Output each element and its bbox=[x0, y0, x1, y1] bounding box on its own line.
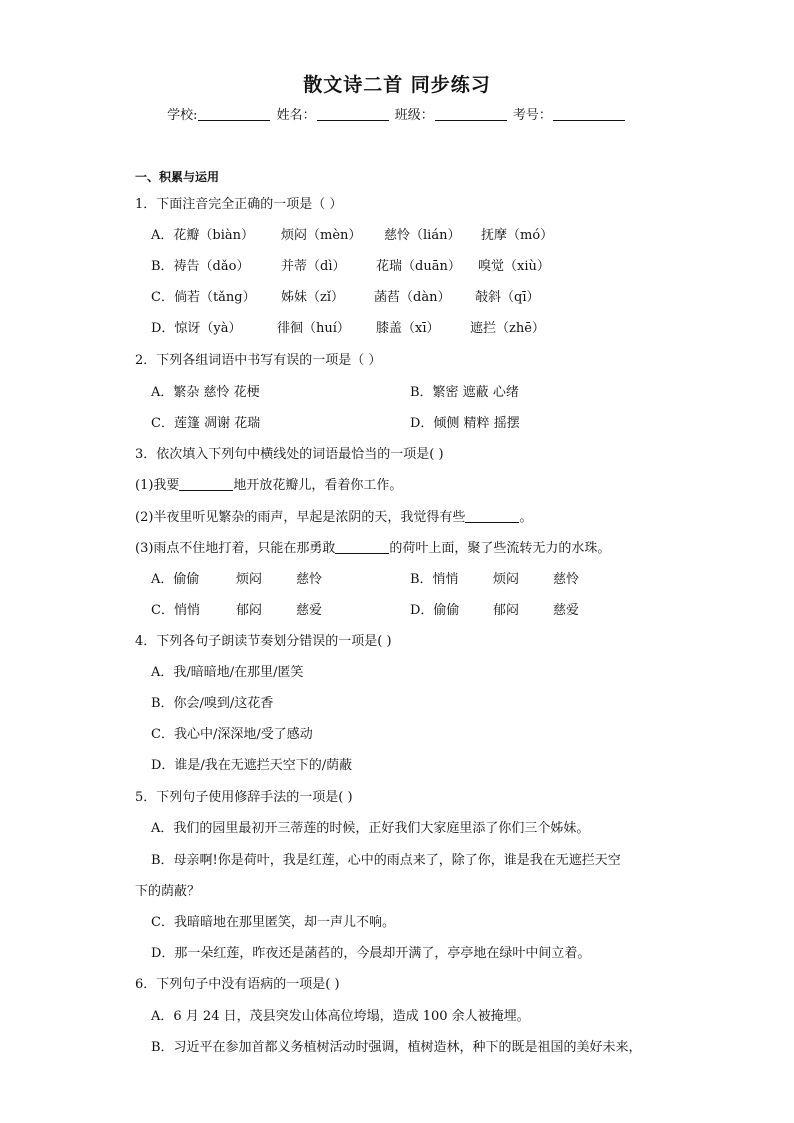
q6-option-b: B．习近平在参加首都义务植树活动时强调，植树造林，种下的既是祖国的美好未来， bbox=[151, 1040, 642, 1055]
q3-option-a-1: A．偷偷 bbox=[151, 572, 200, 587]
q3-s1-after: 地开放花瓣儿，看着你工作。 bbox=[233, 478, 403, 493]
student-info-line bbox=[0, 104, 794, 123]
q3-option-d-2: 郁闷 bbox=[493, 603, 520, 618]
exam-number-blank[interactable] bbox=[553, 107, 625, 121]
q4-option-b: B．你会/嗅到/这花香 bbox=[151, 696, 274, 711]
q1-option-d-1: D．惊讶（yà） bbox=[151, 321, 242, 336]
q3-option-b-3: 慈怜 bbox=[553, 572, 580, 587]
name-label: 姓名： bbox=[276, 108, 316, 123]
q2-option-b: B．繁密 遮蔽 心绪 bbox=[410, 385, 519, 400]
q1-option-c-1: C．倘若（tǎng） bbox=[151, 290, 256, 305]
q1-option-c-3: 菡萏（dàn） bbox=[374, 290, 451, 305]
q1-stem: 1．下面注音完全正确的一项是（ ） bbox=[135, 197, 343, 212]
q3-option-c-3: 慈爱 bbox=[296, 603, 323, 618]
q1-option-d-4: 遮拦（zhē） bbox=[470, 321, 545, 336]
q4-stem: 4．下列各句子朗读节奏划分错误的一项是( ) bbox=[135, 634, 392, 649]
q1-option-b-2: 并蒂（dì） bbox=[281, 259, 346, 274]
q4-option-c: C．我心中/深深地/受了感动 bbox=[151, 727, 313, 742]
q3-s2-after: 。 bbox=[519, 510, 533, 525]
exam-number-label: 考号： bbox=[512, 108, 552, 123]
q1-option-a-1: A．花瓣（biàn） bbox=[151, 228, 254, 243]
q3-s2-before: (2)半夜里听见繁杂的雨声，早起是浓阴的天，我觉得有些 bbox=[135, 510, 466, 525]
q5-option-b: B．母亲啊!你是荷叶，我是红莲，心中的雨点来了，除了你，谁是我在无遮拦天空 bbox=[151, 853, 621, 868]
q1-option-a-2: 烦闷（mèn） bbox=[281, 228, 362, 243]
q3-s1-before: (1)我要 bbox=[135, 478, 180, 493]
school-blank[interactable] bbox=[198, 107, 270, 121]
q5-option-c: C．我暗暗地在那里匿笑，却一声儿不响。 bbox=[151, 915, 395, 930]
q1-option-a-4: 抚摩（mó） bbox=[481, 228, 554, 243]
q3-option-c-1: C．悄悄 bbox=[151, 603, 200, 618]
q1-option-b-4: 嗅觉（xiù） bbox=[478, 259, 550, 274]
q2-option-d: D．倾侧 精粹 摇摆 bbox=[410, 416, 520, 431]
q3-option-b-2: 烦闷 bbox=[493, 572, 520, 587]
q5-option-b-continued: 下的荫蔽？ bbox=[135, 884, 201, 899]
q5-option-a: A．我们的园里最初开三蒂莲的时候，正好我们大家庭里添了你们三个姊妹。 bbox=[151, 821, 590, 836]
q3-s2-blank bbox=[465, 509, 519, 523]
q3-s3-after: 的荷叶上面，聚了些流转无力的水珠。 bbox=[389, 541, 611, 556]
q6-stem: 6．下列句子中没有语病的一项是( ) bbox=[135, 977, 340, 992]
q3-option-a-3: 慈怜 bbox=[296, 572, 323, 587]
q1-option-a-3: 慈怜（lián） bbox=[384, 228, 461, 243]
q1-option-b-1: B．祷告（dǎo） bbox=[151, 259, 250, 274]
q3-s3-blank bbox=[335, 540, 389, 554]
q1-option-c-4: 攲斜（qī） bbox=[475, 290, 540, 305]
school-label: 学校: bbox=[167, 108, 198, 123]
q2-option-c: C．莲篷 凋谢 花瑞 bbox=[151, 416, 261, 431]
q5-stem: 5．下列句子使用修辞手法的一项是( ) bbox=[135, 790, 353, 805]
q3-option-c-2: 郁闷 bbox=[236, 603, 263, 618]
class-label: 班级： bbox=[394, 108, 434, 123]
q3-sentence-3 bbox=[135, 537, 610, 556]
q3-sentence-1 bbox=[135, 474, 402, 493]
q3-option-a-2: 烦闷 bbox=[236, 572, 263, 587]
q6-option-a: A．6 月 24 日，茂县突发山体高位垮塌，造成 100 余人被掩埋。 bbox=[151, 1009, 530, 1024]
q1-option-b-3: 花瑞（duān） bbox=[376, 259, 461, 274]
q1-option-c-2: 姊妹（zǐ） bbox=[281, 290, 345, 305]
q2-option-a: A．繁杂 慈怜 花梗 bbox=[151, 385, 260, 400]
q1-option-d-3: 膝盖（xī） bbox=[376, 321, 440, 336]
q3-option-b-1: B．悄悄 bbox=[410, 572, 459, 587]
q3-sentence-2 bbox=[135, 506, 532, 525]
page-title: 散文诗二首 同步练习 bbox=[303, 74, 491, 96]
q3-stem: 3．依次填入下列句中横线处的词语最恰当的一项是( ) bbox=[135, 447, 444, 462]
q3-option-d-3: 慈爱 bbox=[553, 603, 580, 618]
q4-option-d: D．谁是/我在无遮拦天空下的/荫蔽 bbox=[151, 758, 353, 773]
q5-option-d: D．那一朵红莲，昨夜还是菡萏的，今晨却开满了，亭亭地在绿叶中间立着。 bbox=[151, 946, 591, 961]
section-title: 一、积累与运用 bbox=[135, 170, 220, 184]
class-blank[interactable] bbox=[435, 107, 507, 121]
q3-s1-blank bbox=[179, 477, 233, 491]
q4-option-a: A．我/暗暗地/在那里/匿笑 bbox=[151, 665, 304, 680]
q3-option-d-1: D．偷偷 bbox=[410, 603, 460, 618]
q3-s3-before: (3)雨点不住地打着，只能在那勇敢 bbox=[135, 541, 336, 556]
name-blank[interactable] bbox=[317, 107, 389, 121]
q1-option-d-2: 徘徊（huí） bbox=[277, 321, 350, 336]
q2-stem: 2．下列各组词语中书写有误的一项是（ ） bbox=[135, 353, 382, 368]
